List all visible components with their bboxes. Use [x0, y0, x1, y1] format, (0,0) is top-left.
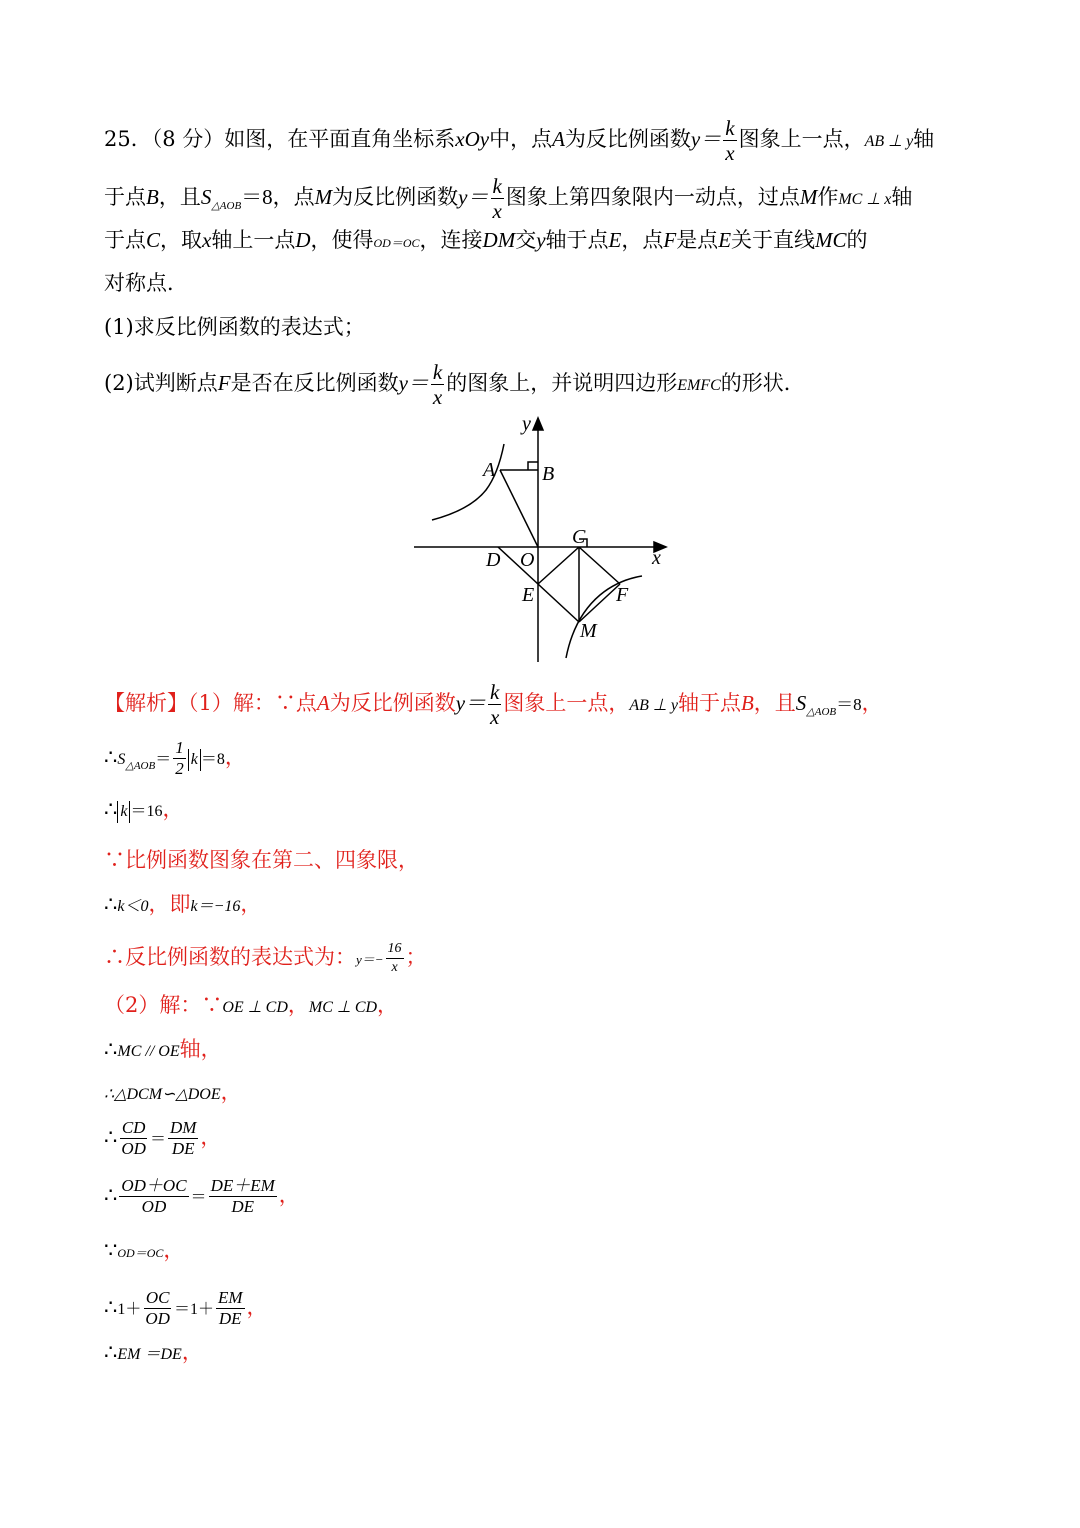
text: ，点: [621, 228, 664, 252]
therefore: ∴: [104, 892, 118, 916]
text: 轴: [913, 127, 935, 151]
text: 的图象上，并说明四边形: [446, 371, 678, 395]
denominator: x: [490, 705, 500, 729]
denominator: DE: [218, 1309, 242, 1328]
solution-line-12: [104, 1236, 184, 1267]
numerator: 1: [175, 738, 184, 757]
comma: ，: [287, 993, 309, 1017]
numerator: EM: [217, 1288, 243, 1307]
solution-line-7: [104, 991, 398, 1022]
fraction-half: [173, 738, 186, 779]
similar-triangles: ∴△DCM∽△DOE: [104, 1086, 221, 1103]
solution-line-13: [104, 1288, 268, 1329]
label-m: M: [580, 620, 597, 642]
therefore: ∴: [104, 797, 118, 821]
numerator: k: [490, 680, 500, 704]
segment-ec: [538, 547, 579, 584]
therefore: ∴: [104, 1037, 118, 1061]
point-a: A: [316, 691, 330, 715]
text: 图象上一点，: [738, 127, 865, 151]
numerator: DM: [169, 1118, 197, 1137]
one-plus: 1＋: [117, 1301, 142, 1318]
y-axis-arrow: [533, 418, 543, 430]
point-m: M: [314, 185, 333, 209]
therefore: ∴: [104, 1340, 118, 1364]
solution-line-5: [104, 890, 261, 921]
text: ，即: [148, 892, 191, 916]
question-2: [104, 360, 805, 409]
text: 是否在反比例函数: [230, 371, 399, 395]
text: 轴于点: [545, 228, 609, 252]
function-lhs: y＝: [455, 691, 487, 715]
solution-line-14: [104, 1338, 203, 1369]
comma: ，: [377, 993, 399, 1017]
numerator: k: [725, 116, 735, 140]
point-m: M: [799, 185, 818, 209]
function-lhs: y＝: [690, 127, 722, 151]
value: ＝16: [130, 803, 163, 820]
function-lhs: y＝: [398, 371, 429, 395]
point-e: E: [718, 228, 732, 252]
quad-emfc: EMFC: [677, 377, 721, 394]
equals: ＝: [155, 751, 172, 768]
text: （1）解：∵点: [188, 691, 317, 715]
fraction-k-over-x: [431, 360, 444, 409]
text: ，使得: [310, 228, 374, 252]
segment-fm: [579, 584, 620, 622]
area-subscript: △AOB: [211, 200, 242, 212]
label-e: E: [522, 584, 535, 606]
point-b: B: [740, 691, 754, 715]
fraction-dm-de: [168, 1118, 198, 1159]
text: 如图，在平面直角坐标系: [224, 127, 456, 151]
k-negative: k＜0: [117, 898, 149, 915]
text: ，且: [753, 691, 796, 715]
problem-line-2: [104, 174, 912, 223]
value: ＝8: [200, 751, 225, 768]
therefore: ∴: [104, 1125, 118, 1149]
therefore: ∴: [104, 1295, 118, 1319]
comma: ，: [246, 1295, 268, 1319]
solution-line-10: [104, 1118, 221, 1159]
therefore: ∴: [104, 1183, 118, 1207]
numerator: CD: [121, 1118, 146, 1137]
text: ，点: [272, 185, 315, 209]
comma: ，: [181, 1340, 203, 1364]
line-mc: MC: [815, 228, 847, 252]
denominator: x: [492, 199, 502, 223]
point-f: F: [217, 371, 231, 395]
k-value: k＝−16: [190, 898, 241, 915]
text: 是点: [676, 228, 719, 252]
denominator: OD: [121, 1139, 146, 1158]
segment-cf: [579, 547, 620, 584]
numerator: k: [432, 360, 443, 384]
segment-dm: DM: [482, 228, 516, 252]
comma: ，: [220, 1080, 242, 1104]
text: 作: [817, 185, 839, 209]
text: 交: [515, 228, 537, 252]
text: 为反比例函数: [332, 185, 459, 209]
numerator: OC: [145, 1288, 170, 1307]
text: （2）解：∵: [104, 993, 223, 1017]
function-lhs: y＝−: [356, 952, 384, 967]
text: 轴: [891, 185, 913, 209]
label-d: D: [486, 549, 501, 571]
point-c: C: [146, 228, 161, 252]
denominator: DE: [171, 1139, 195, 1158]
text: 中，点: [489, 127, 553, 151]
label-x: x: [652, 547, 661, 569]
right-angle-b: [528, 462, 538, 470]
fraction-16-over-x: [386, 940, 404, 977]
denominator: OD: [145, 1309, 170, 1328]
text: 于点: [104, 185, 146, 209]
hyperbola-branch-q2: [432, 444, 504, 520]
fraction-oc-od: [143, 1288, 172, 1329]
text: ，取: [160, 228, 203, 252]
text: 图象上第四象限内一动点，过点: [505, 185, 800, 209]
fraction-k-over-x: [491, 174, 504, 223]
denominator: DE: [231, 1197, 254, 1216]
equals: ＝: [190, 1189, 207, 1206]
oe-perp-cd: OE ⊥ CD: [222, 999, 288, 1016]
label-f: F: [616, 584, 629, 606]
semicolon: ；: [405, 945, 427, 969]
numerator: k: [492, 174, 502, 198]
abs-k: k: [117, 801, 130, 823]
coord-system: xOy: [455, 127, 490, 151]
because: ∵: [104, 1238, 118, 1262]
area-value: ＝8: [241, 185, 273, 209]
point-a: A: [552, 127, 565, 151]
geometry-figure: [410, 412, 680, 667]
fraction-od-oc-over-od: [119, 1176, 188, 1217]
denominator: OD: [141, 1197, 167, 1216]
solution-line-3: [104, 795, 184, 826]
x-var: x: [202, 228, 212, 252]
comma: ，: [240, 892, 262, 916]
mc-parallel-oe: MC // OE: [117, 1043, 180, 1060]
denominator: x: [432, 385, 443, 409]
od-eq-oc: OD＝OC: [373, 236, 420, 250]
text: ，连接: [419, 228, 483, 252]
comma: ，: [224, 745, 246, 769]
denominator: x: [725, 141, 735, 165]
problem-line-3: [104, 226, 868, 257]
text: 轴，: [179, 1037, 222, 1061]
therefore: ∴: [104, 745, 118, 769]
fraction-cd-od: [119, 1118, 148, 1159]
text: 为反比例函数: [329, 691, 456, 715]
text: 关于直线: [731, 228, 816, 252]
numerator: OD＋OC: [121, 1176, 187, 1195]
solution-line-6: [104, 940, 427, 977]
equals-one-plus: ＝1＋: [173, 1301, 214, 1318]
point-b: B: [146, 185, 159, 209]
label-b: B: [542, 463, 555, 485]
label-o: O: [520, 549, 535, 571]
solution-line-8: [104, 1035, 222, 1066]
text: 的形状．: [720, 371, 805, 395]
fraction-k-over-x: [488, 680, 501, 729]
y-var: y: [536, 228, 546, 252]
od-eq-oc: OD＝OC: [117, 1246, 164, 1260]
text: ∴反比例函数的表达式为：: [104, 945, 356, 969]
point-e: E: [608, 228, 622, 252]
area-symbol: S: [795, 691, 807, 715]
mc-perp-cd: MC ⊥ CD: [308, 999, 378, 1016]
area-symbol: S: [117, 751, 126, 768]
ab-perp-y: AB ⊥ y: [864, 133, 914, 150]
solution-line-1: [104, 680, 883, 729]
ab-perp-y: AB ⊥ y: [629, 697, 678, 714]
area-value: ＝8: [836, 695, 862, 714]
fraction-em-de: [216, 1288, 245, 1329]
segment-ao: [500, 470, 538, 547]
solution-line-9: [104, 1078, 242, 1109]
solution-line-2: [104, 738, 246, 780]
fraction-de-em-over-de: [209, 1176, 277, 1217]
problem-points: （8 分）: [151, 127, 225, 151]
problem-number: 25．: [104, 127, 152, 151]
numerator: DE＋EM: [210, 1176, 275, 1195]
text: 轴上一点: [211, 228, 296, 252]
label-c: C: [572, 526, 586, 548]
comma: ，: [278, 1183, 300, 1207]
text: ，且: [158, 185, 201, 209]
question-1: (1)求反比例函数的表达式；: [104, 315, 365, 339]
point-f: F: [663, 228, 677, 252]
analysis-tag: 【解析】: [104, 691, 188, 715]
denominator: 2: [175, 759, 184, 778]
problem-line-4: 对称点．: [104, 271, 188, 295]
text: 的: [846, 228, 868, 252]
em-eq-de: EM ＝DE: [117, 1346, 182, 1363]
text: 为反比例函数: [564, 127, 691, 151]
area-subscript: △AOB: [806, 706, 837, 718]
point-d: D: [295, 228, 311, 252]
text: 于点: [104, 228, 146, 252]
hyperbola-branch-q4: [566, 576, 642, 658]
solution-line-4: ∵比例函数图象在第二、四象限，: [104, 848, 419, 872]
equals: ＝: [149, 1131, 166, 1148]
mc-perp-x: MC ⊥ x: [838, 191, 892, 208]
fraction-k-over-x: [723, 116, 736, 165]
function-lhs: y＝: [458, 185, 489, 209]
solution-line-11: [104, 1176, 300, 1217]
comma: ，: [162, 797, 184, 821]
comma: ，: [861, 691, 883, 715]
abs-k: k: [188, 749, 201, 771]
comma: ，: [200, 1125, 222, 1149]
area-symbol: S: [200, 185, 212, 209]
text: 轴于点: [677, 691, 741, 715]
denominator: x: [391, 960, 398, 975]
area-subscript: △AOB: [125, 760, 156, 772]
problem-line-1: [104, 116, 934, 165]
label-a: A: [483, 459, 496, 481]
comma: ，: [163, 1238, 185, 1262]
label-y: y: [522, 413, 531, 435]
text: 图象上一点，: [503, 691, 630, 715]
text: (2)试判断点: [104, 371, 218, 395]
numerator: 16: [386, 940, 404, 959]
